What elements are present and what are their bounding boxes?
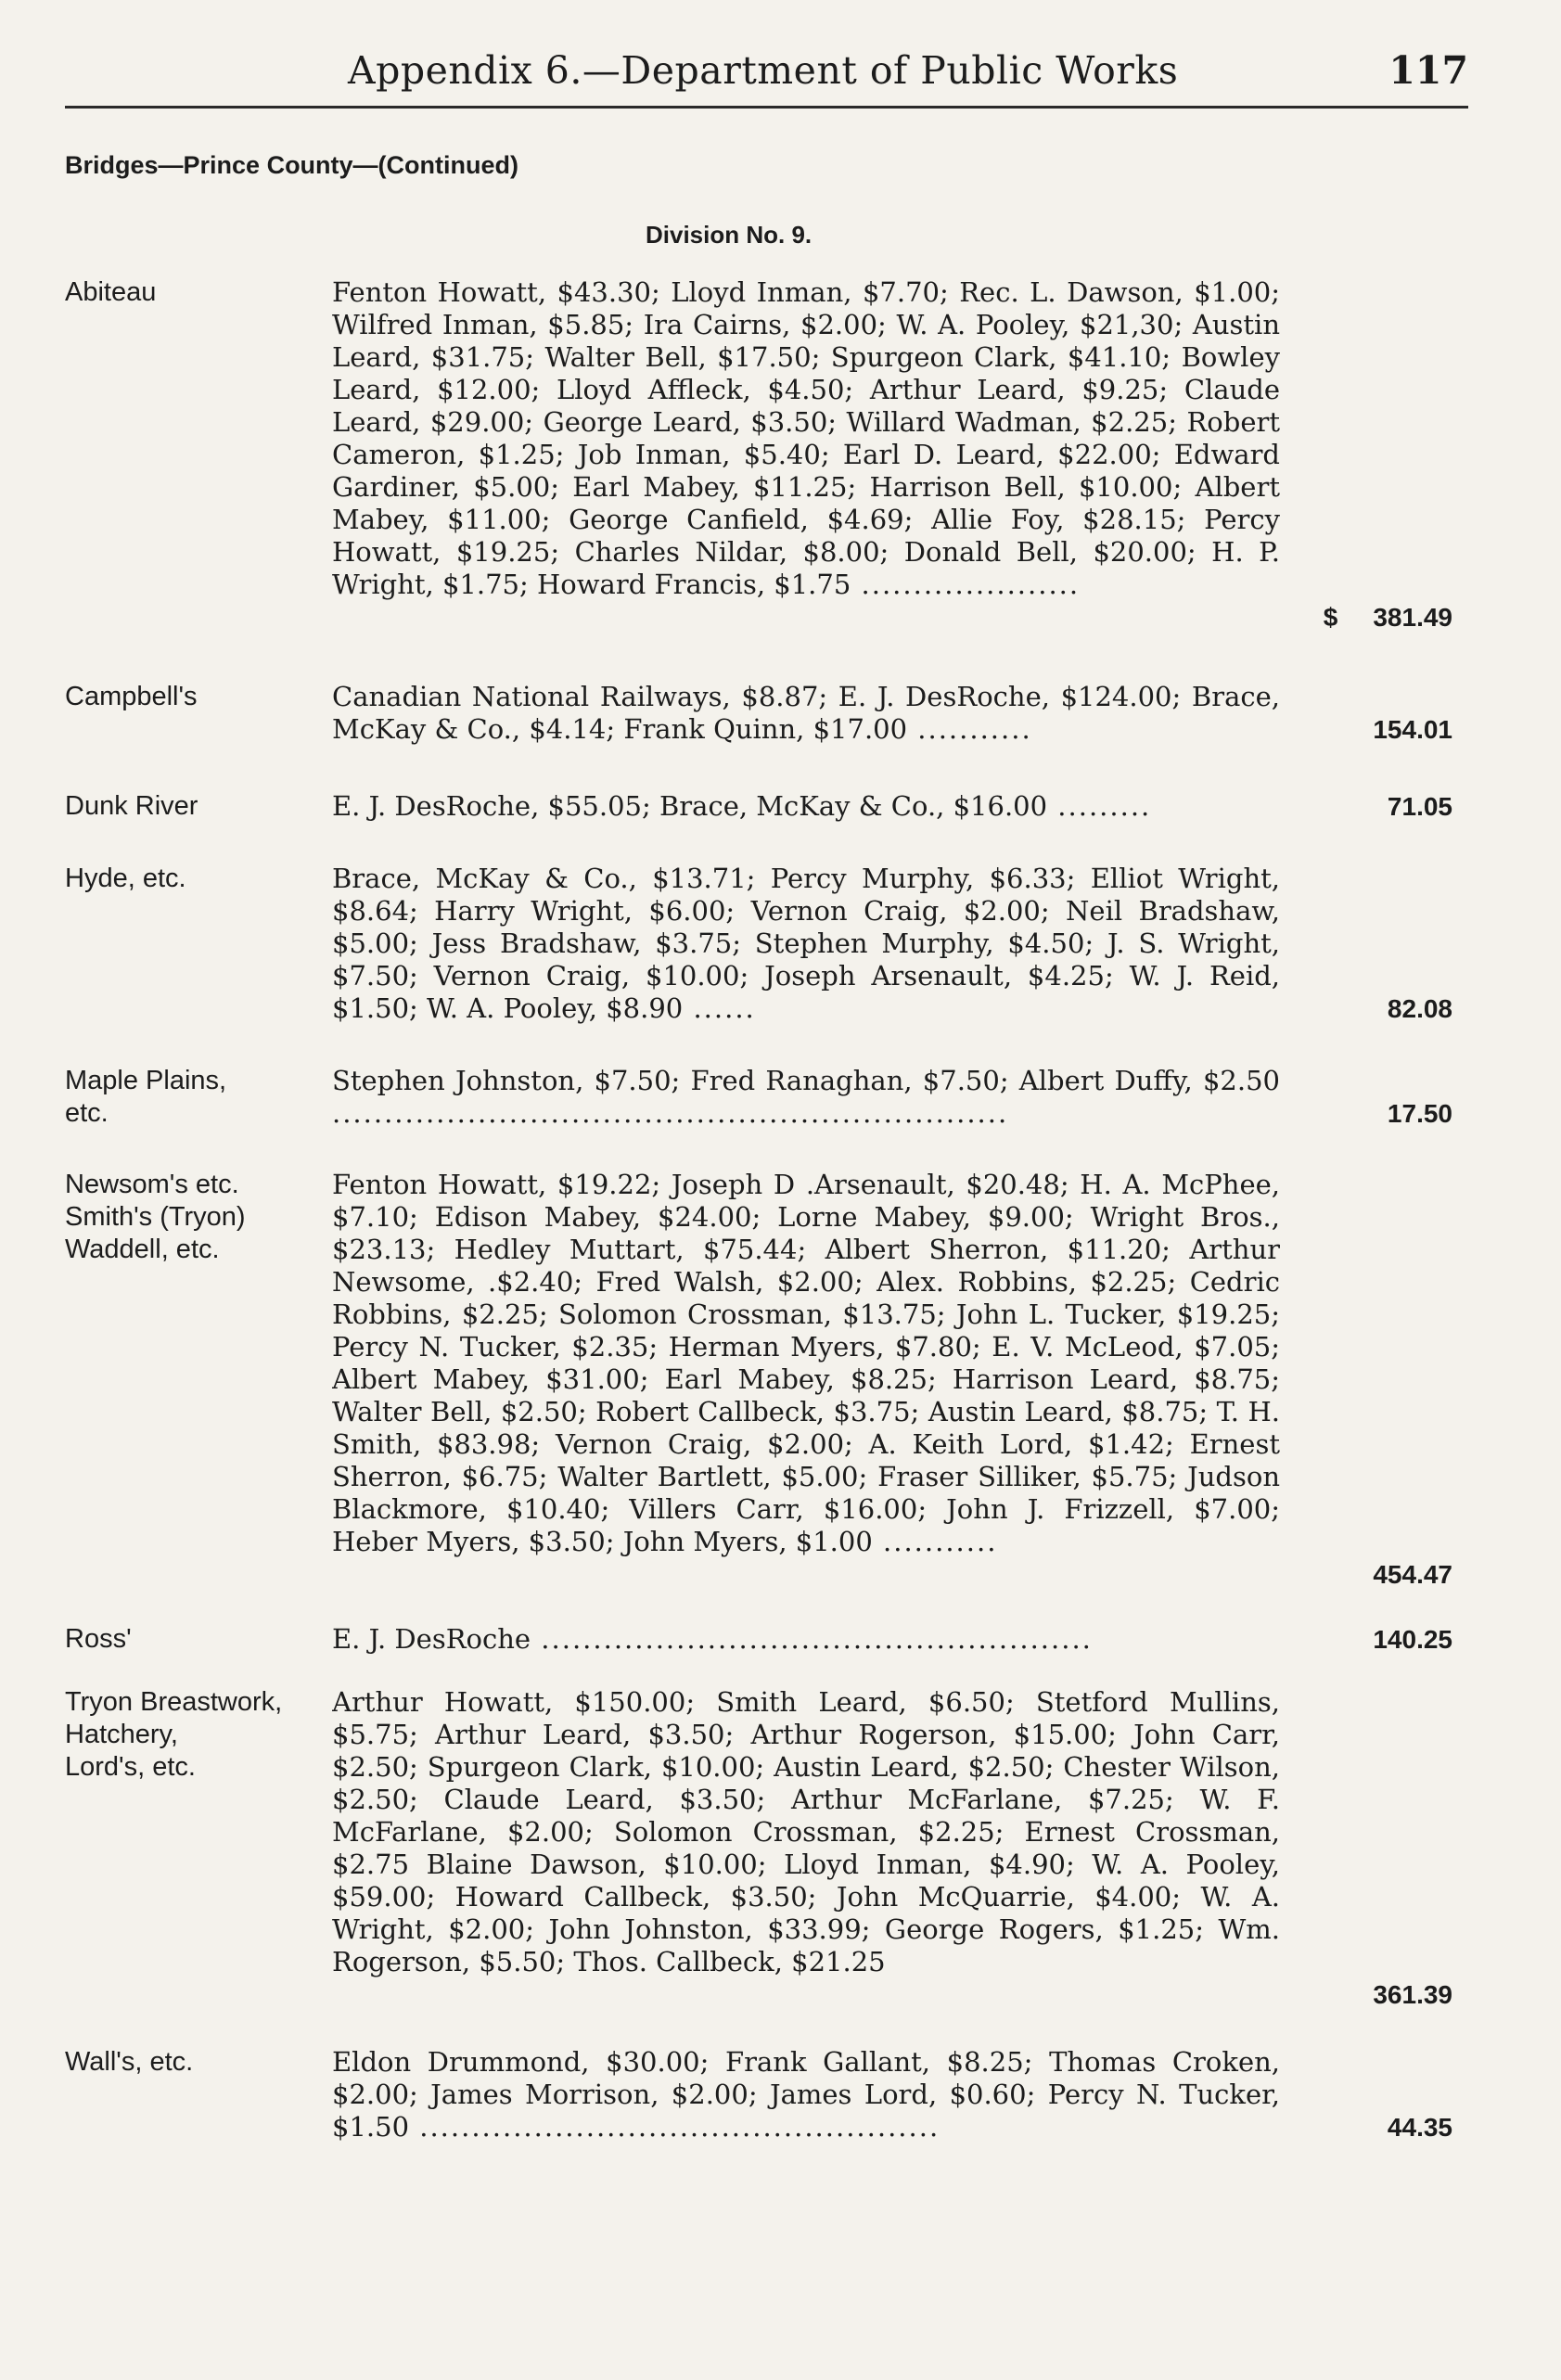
page-number: 117 (1388, 48, 1468, 93)
entry-place: Wall's, etc. (65, 2047, 194, 2077)
payees-text: Fenton Howatt, $43.30; Lloyd Inman, $7.70; Rec. L. Dawson, $1.00; Wilfred Inman, $5.85; Ira Cairns, $2.00; W. A. Pooley, $21,30; Austin Leard, $31.75; Walter Bell, $17.50; Spurgeon Clark, $41.10; Bowley Leard, $12.00; Lloyd Affleck, $4.50; Arthur Leard, $9.25; Claude Leard, $29.00; George Leard, $3.50; Willard Wadman, $2.25; Robert Cameron, $1.25; Job Inman, $5.40; Earl D. Leard, $22.00; Edward Gardiner, $5.00; Earl Mabey, $11.25; Harrison Bell, $10.00; Albert Mabey, $11.00; George Canfield, $4.69; Allie Foy, $28.15; Percy Howatt, $19.25; Charles Nildar, $8.00; Donald Bell, $20.00; H. P. Wright, $1.75; Howard Francis, $1.75 (332, 276, 1280, 600)
entry-payees (332, 1623, 1280, 1656)
dot-leaders: ..................... (851, 569, 1081, 600)
payees-text: Stephen Johnston, $7.50; Fred Ranaghan, $7.50; Albert Duffy, $2.50 (332, 1065, 1280, 1096)
dot-leaders: ........... (907, 713, 1032, 745)
entry-total: 154.01 (1373, 715, 1452, 744)
entry-total: 71.05 (1387, 792, 1452, 821)
entry-total: 454.47 (1373, 1560, 1452, 1589)
total-amount: 381.49 (1373, 603, 1452, 632)
entry-total: 44.35 (1387, 2113, 1452, 2142)
entry-place: Hyde, etc. (65, 864, 186, 893)
payees-text: E. J. DesRoche, $55.05; Brace, McKay & Co., $16.00 (332, 790, 1048, 822)
entry-place: Maple Plains, etc. (65, 1066, 227, 1128)
entry-total (1324, 601, 1452, 633)
payees-text: Fenton Howatt, $19.22; Joseph D .Arsenault, $20.48; H. A. McPhee, $7.10; Edison Mabey, $24.00; Lorne Mabey, $9.00; Wright Bros., $23.13; Hedley Muttart, $75.44; Albert Sherron, $11.20; Arthur Newsome, .$2.40; Fred Walsh, $2.00; Alex. Robbins, $2.25; Cedric Robbins, $2.25; Solomon Crossman, $13.75; John L. Tucker, $19.25; Percy N. Tucker, $2.35; Herman Myers, $7.80; E. V. McLeod, $7.05; Albert Mabey, $31.00; Earl Mabey, $8.25; Harrison Leard, $8.75; Walter Bell, $2.50; Robert Callbeck, $3.75; Austin Leard, $8.75; T. H. Smith, $83.98; Vernon Craig, $2.00; A. Keith Lord, $1.42; Ernest Sherron, $6.75; Walter Bartlett, $5.00; Fraser Silliker, $5.75; Judson Blackmore, $10.40; Villers Carr, $16.00; John J. Frizzell, $7.00; Heber Myers, $3.50; John Myers, $1.00 (332, 1169, 1280, 1557)
payees-text: Eldon Drummond, $30.00; Frank Gallant, $8.25; Thomas Croken, $2.00; James Morrison, $2.00; James Lord, $0.60; Percy N. Tucker, $1.50 (332, 2046, 1280, 2143)
payees-text: Brace, McKay & Co., $13.71; Percy Murphy, $6.33; Elliot Wright, $8.64; Harry Wright, $6.00; Vernon Craig, $2.00; Neil Bradshaw, $5.00; Jess Bradshaw, $3.75; Stephen Murphy, $4.50; J. S. Wright, $7.50; Vernon Craig, $10.00; Joseph Arsenault, $4.25; W. J. Reid, $1.50; W. A. Pooley, $8.90 (332, 863, 1280, 1024)
entry-place: Abiteau (65, 277, 157, 307)
entry-place: Campbell's (65, 682, 198, 711)
entry-place: Dunk River (65, 791, 198, 821)
dot-leaders: ......... (1047, 790, 1152, 822)
running-title: Appendix 6.—Department of Public Works (348, 48, 1179, 93)
entry-payees (332, 2046, 1280, 2143)
entry-total: 82.08 (1387, 994, 1452, 1023)
entry-payees (332, 1686, 1280, 1978)
entry-payees (332, 863, 1280, 1025)
dot-leaders: ................................................................. (332, 1097, 1009, 1129)
entry-payees (332, 681, 1280, 746)
entry-place: Tryon Breastwork, Hatchery, Lord's, etc. (65, 1687, 283, 1782)
payees-text: E. J. DesRoche (332, 1623, 531, 1655)
payees-text: Arthur Howatt, $150.00; Smith Leard, $6.50; Stetford Mullins, $5.75; Arthur Leard, $3.50; Arthur Rogerson, $15.00; John Carr, $2.50; Spurgeon Clark, $10.00; Austin Leard, $2.50; Chester Wilson, $2.50; Claude Leard, $3.50; Arthur McFarlane, $7.25; W. F. McFarlane, $2.00; Solomon Crossman, $2.25; Ernest Crossman, $2.75 Blaine Dawson, $10.00; Lloyd Inman, $4.90; W. A. Pooley, $59.00; Howard Callbeck, $3.50; John McQuarrie, $4.00; W. A. Wright, $2.00; John Johnston, $33.99; George Rogers, $1.25; Wm. Rogerson, $5.50; Thos. Callbeck, $21.25 (332, 1686, 1280, 1977)
entry-place: Newsom's etc. Smith's (Tryon) Waddell, etc. (65, 1170, 246, 1264)
entry-total: 361.39 (1373, 1980, 1452, 2009)
dot-leaders: .................................................. (409, 2111, 940, 2143)
section-heading: Bridges—Prince County—(Continued) (65, 151, 519, 179)
currency-sign: $ (1323, 603, 1338, 632)
entry-payees (332, 1065, 1280, 1130)
entry-total: 17.50 (1387, 1099, 1452, 1128)
running-head (65, 48, 1468, 109)
entry-total: 140.25 (1373, 1625, 1452, 1654)
entry-payees (332, 790, 1280, 823)
division-heading: Division No. 9. (646, 221, 812, 249)
entry-payees (332, 1169, 1280, 1558)
payees-text: Canadian National Railways, $8.87; E. J. DesRoche, $124.00; Brace, McKay & Co., $4.14; Frank Quinn, $17.00 (332, 681, 1280, 745)
dot-leaders: ..................................................... (531, 1623, 1093, 1655)
entry-payees (332, 276, 1280, 601)
dot-leaders: ...... (683, 992, 756, 1024)
dot-leaders: ........... (872, 1526, 998, 1557)
entry-place: Ross' (65, 1624, 132, 1654)
